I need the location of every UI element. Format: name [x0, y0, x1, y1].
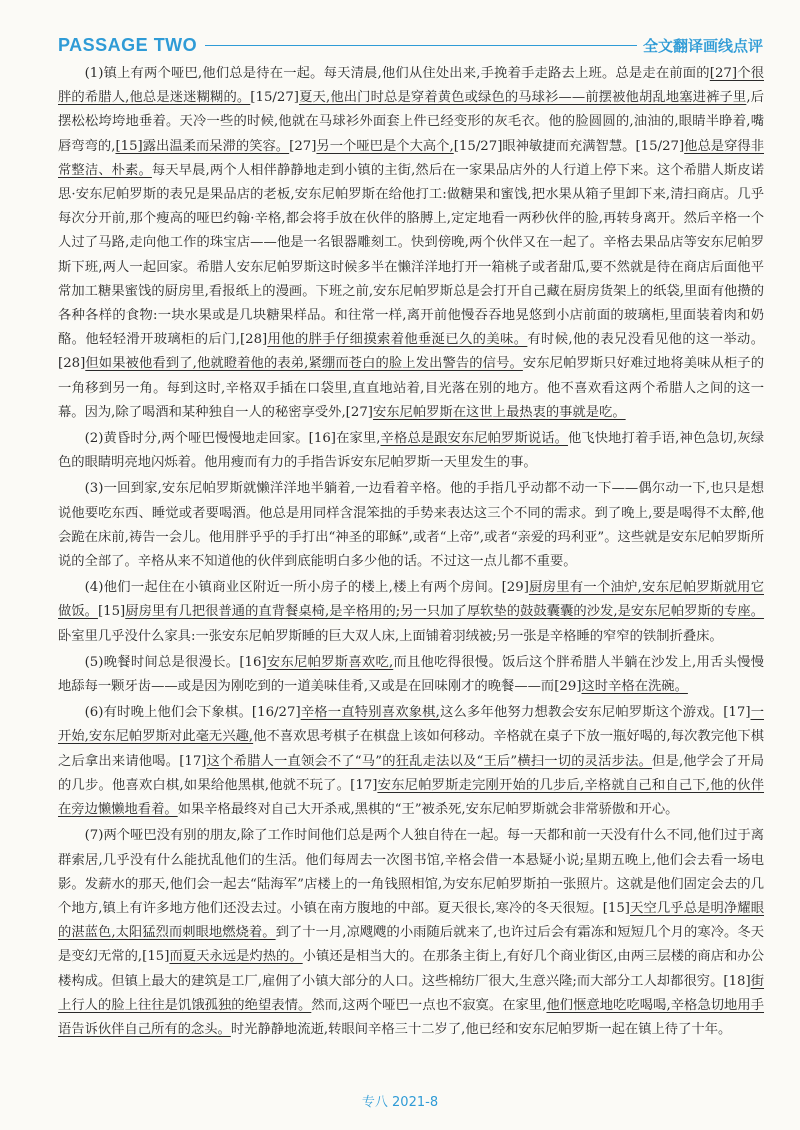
underlined-phrase: 他们惬意地吃吃喝喝,辛格急切地用手语告诉伙伴自己所有的念头。	[58, 997, 765, 1037]
text-segment: 有时候,他的表兄没看见他的这一举动。[28]	[58, 332, 765, 372]
text-segment: [15]	[97, 604, 126, 620]
paragraph	[58, 824, 764, 1042]
page-header	[58, 32, 763, 58]
paragraph	[58, 701, 764, 822]
underlined-phrase: 他总是穿得非常整洁、朴素。	[58, 138, 765, 178]
text-segment: 他飞快地打着手语,神色急切,灰绿色的眼睛明亮地闪烁着。他用瘦而有力的手指告诉安东尼帕罗斯一天里发生的事。	[58, 431, 765, 471]
text-segment: [15/27]	[250, 90, 299, 106]
underlined-phrase: [27]个很胖的希腊人,他总是迷迷糊糊的。	[58, 66, 764, 106]
text-segment: (4)他们一起住在小镇商业区附近一所小房子的楼上,楼上有两个房间。[29]	[84, 580, 529, 596]
passage-body	[58, 62, 764, 1042]
text-segment: (1)镇上有两个哑巴,他们总是待在一起。每天清晨,他们从住处出来,手挽着手走路去上班。总是走在前面的	[84, 66, 710, 81]
underlined-phrase: 厨房里有一个油炉,安东尼帕罗斯就用它做饭。	[58, 580, 764, 620]
underlined-phrase: 天空几乎总是明净耀眼的湛蓝色,太阳猛烈而刺眼地燃烧着。	[58, 900, 765, 941]
text-segment: 小镇还是相当大的。在那条主街上,有好几个商业街区,由两三层楼的商店和办公楼构成。但镇上最大的建筑是工厂,雇佣了小镇大部分的人口。这些棉纺厂很大,生意兴隆;而大部分工人却都很穷。[18]	[58, 949, 765, 989]
text-segment: [15/27]眼神敏捷而充满智慧。[15/27]	[453, 138, 685, 154]
paragraph	[58, 651, 764, 699]
text-segment: 到了十一月,凉飕飕的小雨随后就来了,也许过后会有霜冻和短短几个月的寒冷。冬天是变幻无常的,[15]	[58, 925, 765, 965]
paragraph	[58, 477, 764, 574]
text-segment: 但是,他学会了开局的几步。他喜欢白棋,如果给他黑棋,他就不玩了。[17]	[58, 753, 764, 793]
header-rule	[205, 45, 637, 46]
text-segment: (6)有时晚上他们会下象棋。[16/27]	[84, 705, 301, 721]
text-segment: (7)两个哑巴没有别的朋友,除了工作时间他们总是两个人独自待在一起。每一天都和前一天没有什么不同,他们过于离群索居,几乎没有什么能扰乱他们的生活。他们每周去一次图书馆,辛格会借一本悬疑小说;星期五晚上,他们会去看一场电影。发薪水的那天,他们会一起去“陆海军”店楼上的一角钱照相馆,为安东尼帕罗斯拍一张照片。这就是他们固定会去的几个地方,镇上有许多地方他们还没去过。小镇在南方腹地的中部。夏天很长,寒冷的冬天很短。[15]	[58, 828, 764, 916]
text-segment: 卧室里几乎没什么家具:一张安东尼帕罗斯睡的巨大双人床,上面铺着羽绒被;另一张是辛格睡的窄窄的铁制折叠床。	[58, 628, 723, 644]
text-segment: [27]	[289, 138, 317, 154]
page-number: 专八 2021-8	[361, 1095, 439, 1110]
text-segment: 时光静静地流逝,转眼间辛格三十二岁了,他已经和安东尼帕罗斯一起在镇上待了十年。	[230, 1021, 732, 1037]
underlined-phrase: 安东尼帕罗斯走完刚开始的几步后,辛格就自己和自己下,他的伙伴在旁边懒懒地看着。	[58, 777, 765, 818]
underlined-phrase: 一开始,安东尼帕罗斯对此毫无兴趣,	[58, 705, 765, 745]
underlined-phrase: 辛格一直特别喜欢象棋,	[300, 705, 440, 721]
underlined-phrase: 而夏天永远是灼热的。	[169, 949, 303, 965]
underlined-phrase: 安东尼帕罗斯喜欢吃,	[266, 654, 394, 670]
text-segment: 如果辛格最终对自己大开杀戒,黑棋的“王”被杀死,安东尼帕罗斯就会非常骄傲和开心。	[177, 802, 679, 818]
underlined-phrase: 但如果被他看到了,他就瞪着他的表弟,紧绷而苍白的脸上发出警告的信号。	[85, 356, 523, 372]
text-segment: 然而,这两个哑巴一点也不寂寞。在家里,	[311, 997, 547, 1013]
paragraph	[58, 427, 764, 475]
underlined-phrase: 街上行人的脸上往往是饥饿孤独的绝望表情。	[58, 973, 765, 1013]
underlined-phrase: 厨房里有几把很普通的直背餐桌椅,是辛格用的;另一只加了厚软垫的鼓鼓囊囊的沙发,是安东尼帕罗斯的专座。	[125, 604, 765, 620]
text-segment: 每天早晨,两个人相伴静静地走到小镇的主街,然后在一家果品店外的人行道上停下来。这个希腊人斯皮诺思·安东尼帕罗斯的表兄是果品店的老板,安东尼帕罗斯在给他打工:做糖果和蜜饯,把水果从箱子里卸下来,清扫商店。几乎每次分开前,那个瘦高的哑巴约翰·辛格,都会将手放在伙伴的胳膊上,定定地看一两秒伙伴的脸,再转身离开。然后辛格一个人过了马路,走向他工作的珠宝店——他是一名银器雕刻工。快到傍晚,两个伙伴又在一起了。辛格去果品店等安东尼帕罗斯下班,两人一起回家。希腊人安东尼帕罗斯这时候多半在懒洋洋地打开一箱桃子或者甜瓜,要不然就是待在商店后面他平常加工糖果蜜饯的厨房里,看报纸上的漫画。下班之前,安东尼帕罗斯总是会打开自己藏在厨房货架上的纸袋,里面有他攒的各种各样的食物:一块水果或是几块糖果样品。和往常一样,离开前他慢吞吞地晃悠到小店前面的玻璃柜,里面装着肉和奶酪。他轻轻滑开玻璃柜的后门,[28]	[58, 162, 765, 348]
underlined-phrase: 用他的胖手仔细摸索着他垂涎已久的美味。	[267, 332, 528, 348]
text-segment: 安东尼帕罗斯只好难过地将美味从柜子的一角移到另一角。每到这时,辛格双手插在口袋里,直直地站着,目光落在别的地方。他不喜欢看这两个希腊人之间的这一幕。因为,除了喝酒和某种独自一人的秘密享受外,[27]	[58, 356, 765, 420]
text-segment: ,后摆松松垮垮地垂着。天冷一些的时候,他就在马球衫外面套上件已经变形的灰毛衣。他的脸圆圆的,油油的,眼睛半睁着,嘴唇弯弯的,	[58, 90, 764, 154]
header-label: 全文翻译画线点评	[642, 36, 763, 55]
underlined-phrase: 这个希腊人一直领会不了“马”的狂乱走法以及“王后”横扫一切的灵活步法。	[206, 753, 653, 769]
text-segment: 而且他吃得很慢。饭后这个胖希腊人半躺在沙发上,用舌头慢慢地舔每一颗牙齿——或是因为刚吃到的一道美味佳肴,又或是在回味刚才的晚餐——而[29]	[58, 654, 765, 695]
paragraph	[58, 62, 764, 425]
paragraph	[58, 576, 764, 649]
text-segment: (3)一回到家,安东尼帕罗斯就懒洋洋地半躺着,一边看着辛格。他的手指几乎动都不动一下——偶尔动一下,也只是想说他要吃东西、睡觉或者要喝酒。他总是用同样含混笨拙的手势来表达这三个不同的需求。到了晚上,要是喝得不太醉,他会跪在床前,祷告一会儿。他用胖乎乎的手打出“神圣的耶稣”,或者“上帝”,或者“亲爱的玛利亚”。这些就是安东尼帕罗斯所说的全部了。辛格从来不知道他的伙伴到底能明白多少他的话。不过这一点儿都不重要。	[58, 481, 764, 570]
text-segment: (5)晚餐时间总是很漫长。[16]	[84, 654, 267, 670]
section-title: PASSAGE TWO	[58, 34, 198, 55]
text-segment: (2)黄昏时分,两个哑巴慢慢地走回家。[16]在家里,	[84, 431, 381, 447]
underlined-phrase: 另一个哑巴是个大高个,	[316, 138, 454, 154]
underlined-phrase: 这时辛格在洗碗。	[581, 679, 688, 695]
underlined-phrase: [15]露出温柔而呆滞的笑容。	[115, 138, 290, 154]
text-segment: 这么多年他努力想教会安东尼帕罗斯这个游戏。[17]	[439, 705, 751, 721]
underlined-phrase: 辛格总是跟安东尼帕罗斯说话。	[380, 431, 569, 447]
underlined-phrase: 安东尼帕罗斯在这世上最热衷的事就是吃。	[372, 404, 626, 420]
underlined-phrase: 夏天,他出门时总是穿着黄色或绿色的马球衫——前摆被他胡乱地塞进裤子里	[299, 90, 747, 106]
text-segment: 他不喜欢思考棋子在棋盘上该如何移动。辛格就在桌子下放一瓶好喝的,每次教完他下棋之后拿出来请他喝。[17]	[58, 729, 765, 769]
